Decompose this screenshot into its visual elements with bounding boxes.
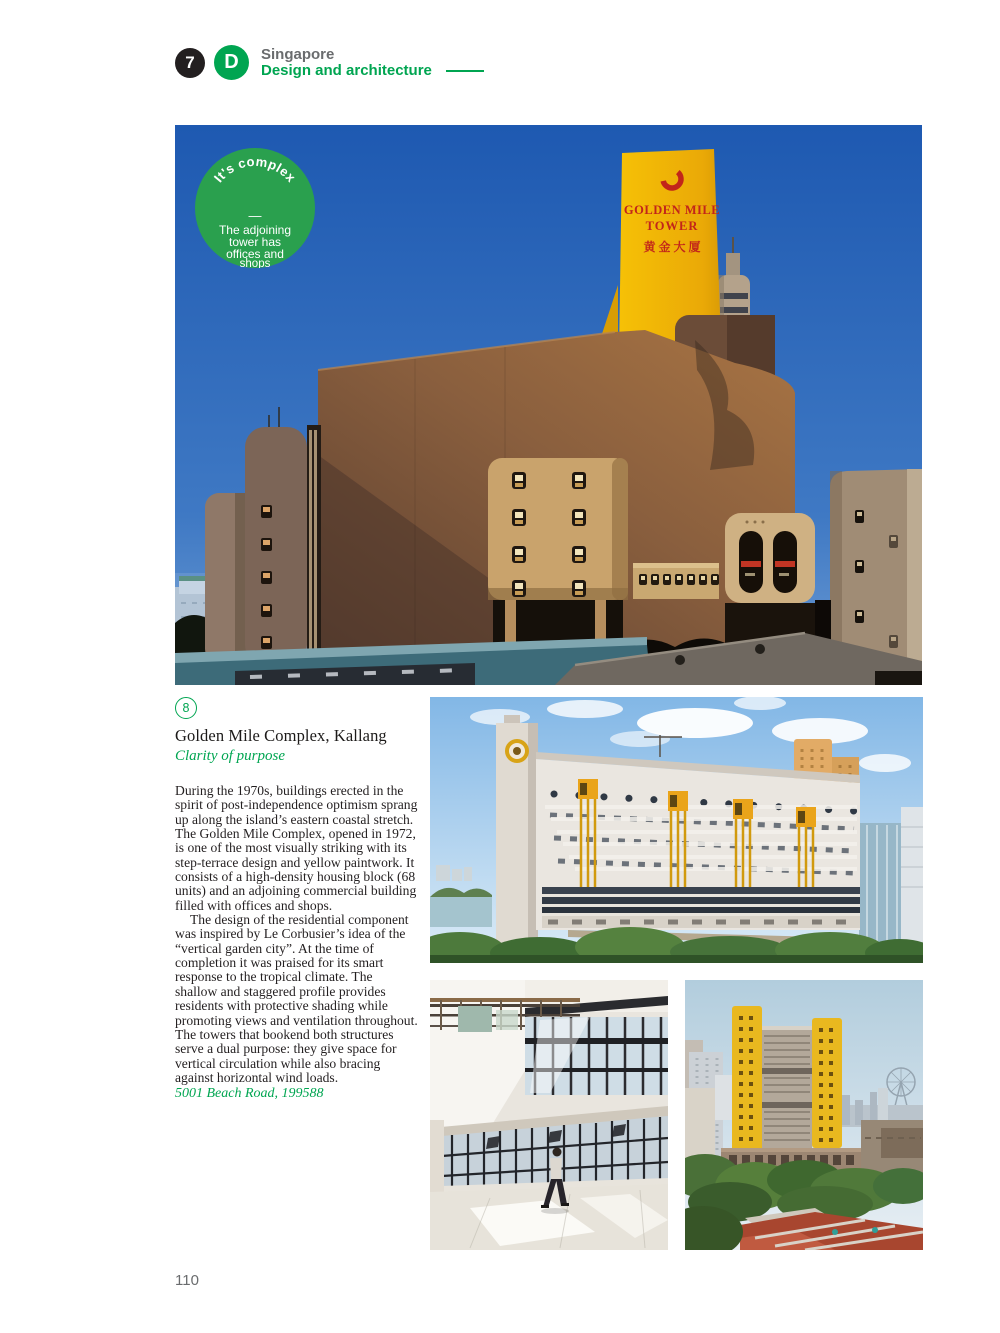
page-header — [175, 44, 484, 80]
facade-photo-golden-mile-complex — [430, 697, 923, 963]
listing-paragraph-2: The design of the residential component was inspired by Le Corbusier’s idea of the “vertical garden city”. At the time of completion it was praised for its smart response to the tropical climate. The shallow and staggered profile provides residents with protective shading while promoting views and ventilation throughout. The towers that bookend both structures serve a dual purpose: they give space for vertical circulation while also bracing against horizontal wind loads. — [175, 912, 418, 1085]
badge-arc-text: It's complex — [210, 153, 299, 186]
interior-photo-atrium — [430, 980, 668, 1250]
hero-photo-golden-mile-tower — [175, 125, 922, 685]
facade-illustration — [430, 697, 923, 963]
page-number: 110 — [175, 1272, 199, 1289]
listing-paragraph-1: During the 1970s, buildings erected in the spirit of post-independence optimism sprang up along the island’s eastern coastal stretch. The Golden Mile Complex, opened in 1972, is one of the most visually striking with its step-terrace design and yellow paintwork. It consists of a high-density housing block (68 units) and an adjoining commercial building filled with offices and shops. — [175, 783, 418, 913]
city-label: Singapore — [261, 46, 335, 63]
tower-sign-chinese: 黄 金 大 厦 — [643, 240, 701, 254]
golden-mile-tower-day — [732, 1006, 842, 1154]
listing-number: 8 — [182, 701, 190, 715]
badge-line2: tower has — [228, 235, 282, 249]
listing-address: 5001 Beach Road, 199588 — [175, 1086, 324, 1102]
tower-sign-line2: TOWER — [645, 219, 699, 233]
section-title: Design and architecture — [261, 62, 432, 79]
header-rule — [446, 70, 484, 72]
header-text — [261, 44, 484, 79]
guide-number-badge — [175, 48, 205, 78]
center-block — [488, 458, 628, 662]
callout-badge-graphic — [195, 148, 315, 268]
tower-illustration — [685, 980, 923, 1250]
section-letter: D — [224, 51, 239, 73]
badge-line4: shops — [239, 258, 271, 268]
badge-separator: — — [248, 208, 262, 223]
callout-badge — [195, 148, 315, 268]
listing-golden-mile — [175, 697, 418, 1102]
badge-line1: The adjoining — [218, 223, 292, 237]
tower-sign-line1: GOLDEN MILE — [623, 203, 721, 217]
guide-number: 7 — [185, 53, 195, 72]
badge-line3: offices and — [226, 247, 284, 261]
listing-number-badge — [175, 697, 197, 719]
interior-illustration — [430, 980, 668, 1250]
section-letter-badge — [214, 45, 249, 80]
office-band — [542, 887, 860, 916]
listing-title: Golden Mile Complex, Kallang — [175, 726, 387, 745]
parapet-windows — [633, 563, 719, 599]
clerestory-windows — [525, 1017, 668, 1095]
section-title-row — [261, 63, 484, 79]
tower-photo-golden-mile-tower-day — [685, 980, 923, 1250]
listing-tagline: Clarity of purpose — [175, 748, 286, 764]
